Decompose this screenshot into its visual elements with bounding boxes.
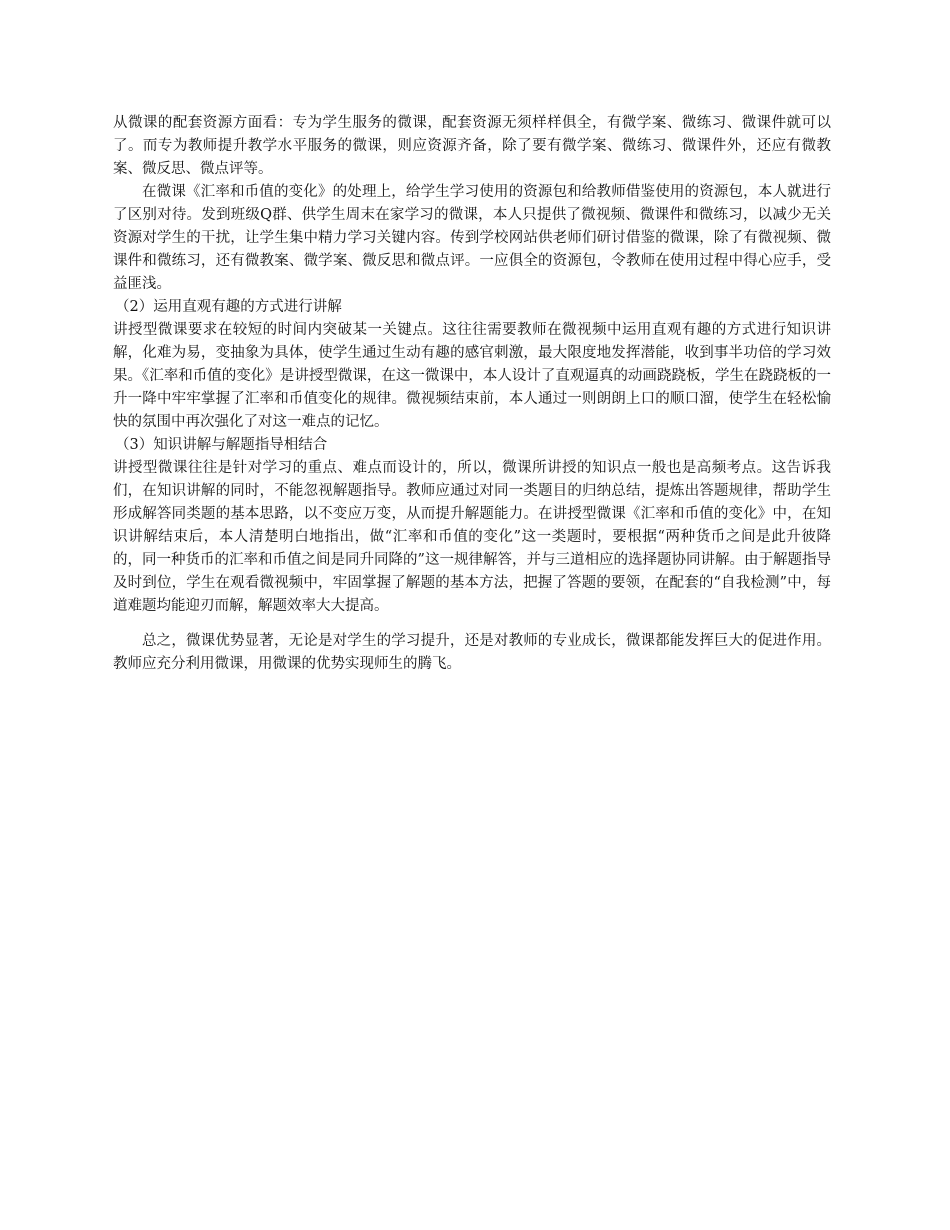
paragraph-resource-packages: 在微课《汇率和币值的变化》的处理上，给学生学习使用的资源包和给教师借鉴使用的资源包，本人就进行了区别对待。发到班级Q群、供学生周末在家学习的微课，本人只提供了微视频、微课件和微练习，以减少无关资源对学生的干扰，让学生集中精力学习关键内容。传到学校网站供老师们研讨借鉴的微课，除了有微视频、微课件和微练习，还有微教案、微学案、微反思和微点评。一应俱全的资源包，令教师在使用过程中得心应手，受益匪浅。 (113, 184, 831, 292)
paragraph-spacer (113, 618, 831, 630)
paragraph-intuitive-explanation: 讲授型微课要求在较短的时间内突破某一关键点。这往往需要教师在微视频中运用直观有趣的方式进行知识讲解，化难为易，变抽象为具体，使学生通过生动有趣的感官刺激，最大限度地发挥潜能，收到事半功倍的学习效果。《汇率和币值的变化》是讲授型微课，在这一微课中，本人设计了直观逼真的动画跷跷板，学生在跷跷板的一升一降中牢牢掌握了汇率和币值变化的规律。微视频结束前，本人通过一则朗朗上口的顺口溜，使学生在轻松愉快的氛围中再次强化了对这一难点的记忆。 (113, 322, 831, 430)
paragraph-resources: 从微课的配套资源方面看：专为学生服务的微课，配套资源无须样样俱全，有微学案、微练习、微课件就可以了。而专为教师提升教学水平服务的微课，则应资源齐备，除了要有微学案、微练习、微课件外，还应有微教案、微反思、微点评等。 (113, 115, 831, 177)
paragraph-problem-solving: 讲授型微课往往是针对学习的重点、难点而设计的，所以，微课所讲授的知识点一般也是高频考点。这告诉我们，在知识讲解的同时，不能忽视解题指导。教师应通过对同一类题目的归纳总结，提炼出答题规律，帮助学生形成解答同类题的基本思路，以不变应万变，从而提升解题能力。在讲授型微课《汇率和币值的变化》中，在知识讲解结束后，本人清楚明白地指出，做“汇率和币值的变化”这一类题时，要根据“两种货币之间是此升彼降的，同一种货币的汇率和币值之间是同升同降的”这一规律解答，并与三道相应的选择题协同讲解。由于解题指导及时到位，学生在观看微视频中，牢固掌握了解题的基本方法，把握了答题的要领，在配套的“自我检测”中，每道难题均能迎刃而解，解题效率大大提高。 (113, 460, 831, 614)
paragraph-conclusion: 总之，微课优势显著，无论是对学生的学习提升，还是对教师的专业成长，微课都能发挥巨大的促进作用。教师应充分利用微课，用微课的优势实现师生的腾飞。 (113, 633, 831, 672)
section-heading-2: （2）运用直观有趣的方式进行讲解 (115, 299, 342, 315)
document-body (113, 112, 831, 676)
section-heading-3: （3）知识讲解与解题指导相结合 (115, 437, 328, 453)
